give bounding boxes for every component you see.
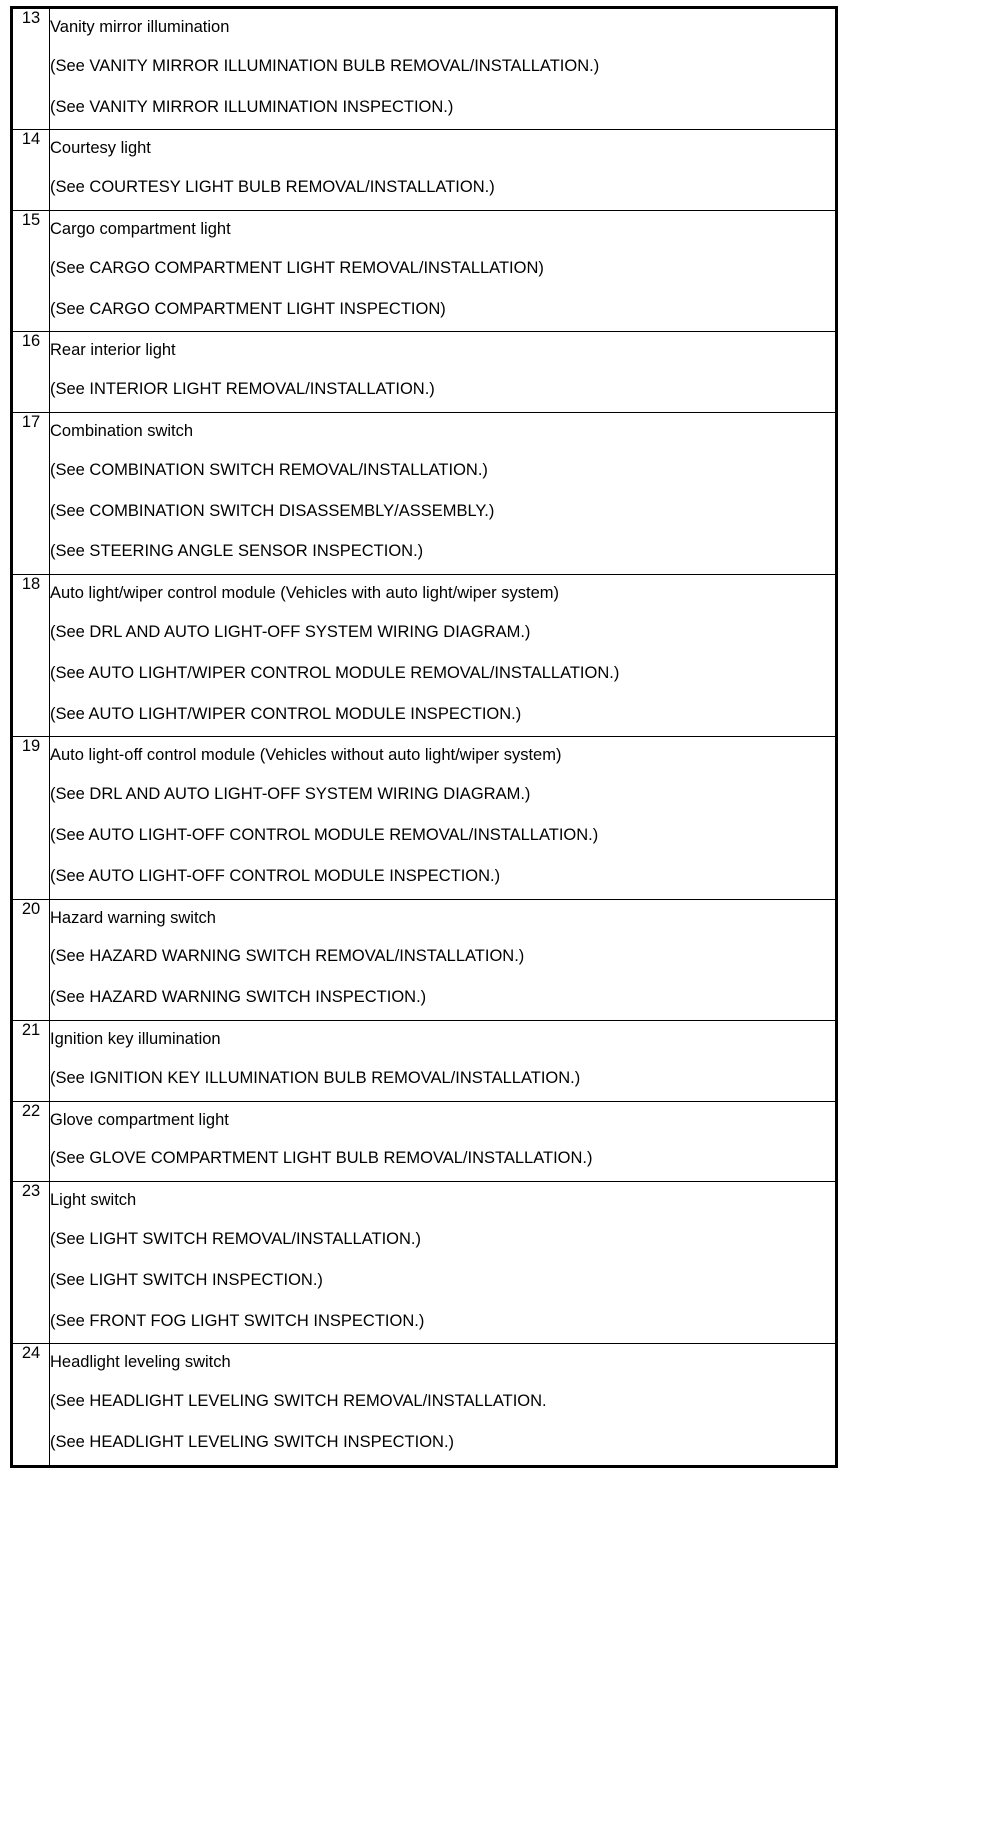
cross-reference-link[interactable]: (See HEADLIGHT LEVELING SWITCH INSPECTION.) xyxy=(50,1432,455,1451)
component-reference-table xyxy=(10,6,838,1468)
row-content xyxy=(50,1182,837,1344)
cross-reference-link[interactable]: (See COMBINATION SWITCH REMOVAL/INSTALLATION.) xyxy=(50,460,488,479)
table-row xyxy=(12,332,837,413)
table-row xyxy=(12,899,837,1020)
table-row xyxy=(12,1344,837,1466)
table-row xyxy=(12,1020,837,1101)
row-content xyxy=(50,737,837,899)
table-row xyxy=(12,8,837,130)
table-row xyxy=(12,1182,837,1344)
cross-reference-link[interactable]: (See COMBINATION SWITCH DISASSEMBLY/ASSEMBLY.) xyxy=(50,501,495,520)
component-name: Glove compartment light xyxy=(50,1110,229,1129)
cross-reference-link[interactable]: (See GLOVE COMPARTMENT LIGHT BULB REMOVAL/INSTALLATION.) xyxy=(50,1149,593,1168)
row-number: 18 xyxy=(12,575,50,737)
row-number: 22 xyxy=(12,1101,50,1182)
row-content xyxy=(50,1101,837,1182)
cross-reference-link[interactable]: (See HAZARD WARNING SWITCH REMOVAL/INSTALLATION.) xyxy=(50,947,525,966)
component-name: Combination switch xyxy=(50,421,194,440)
cross-reference-link[interactable]: (See LIGHT SWITCH INSPECTION.) xyxy=(50,1270,323,1289)
cross-reference-link[interactable]: (See LIGHT SWITCH REMOVAL/INSTALLATION.) xyxy=(50,1229,422,1248)
cross-reference-link[interactable]: (See CARGO COMPARTMENT LIGHT INSPECTION) xyxy=(50,299,446,318)
row-content xyxy=(50,130,837,211)
row-number: 15 xyxy=(12,210,50,331)
cross-reference-link[interactable]: (See AUTO LIGHT/WIPER CONTROL MODULE INSPECTION.) xyxy=(50,704,522,723)
row-content xyxy=(50,412,837,574)
cross-reference-link[interactable]: (See FRONT FOG LIGHT SWITCH INSPECTION.) xyxy=(50,1311,425,1330)
row-number: 23 xyxy=(12,1182,50,1344)
cross-reference-link[interactable]: (See COURTESY LIGHT BULB REMOVAL/INSTALLATION.) xyxy=(50,178,495,197)
cross-reference-link[interactable]: (See CARGO COMPARTMENT LIGHT REMOVAL/INSTALLATION) xyxy=(50,258,544,277)
row-number: 21 xyxy=(12,1020,50,1101)
row-number: 16 xyxy=(12,332,50,413)
row-number: 13 xyxy=(12,8,50,130)
row-content xyxy=(50,8,837,130)
component-name: Light switch xyxy=(50,1191,137,1210)
row-number: 14 xyxy=(12,130,50,211)
component-name: Auto light/wiper control module (Vehicles with auto light/wiper system) xyxy=(50,584,559,603)
row-number: 24 xyxy=(12,1344,50,1466)
row-number: 19 xyxy=(12,737,50,899)
row-content xyxy=(50,210,837,331)
cross-reference-link[interactable]: (See HEADLIGHT LEVELING SWITCH REMOVAL/INSTALLATION. xyxy=(50,1392,547,1411)
component-name: Courtesy light xyxy=(50,139,151,158)
cross-reference-link[interactable]: (See AUTO LIGHT-OFF CONTROL MODULE INSPECTION.) xyxy=(50,866,501,885)
row-content xyxy=(50,1344,837,1466)
table-row xyxy=(12,1101,837,1182)
row-number: 20 xyxy=(12,899,50,1020)
component-name: Headlight leveling switch xyxy=(50,1353,231,1372)
cross-reference-link[interactable]: (See VANITY MIRROR ILLUMINATION BULB REMOVAL/INSTALLATION.) xyxy=(50,56,600,75)
table-row xyxy=(12,130,837,211)
component-name: Vanity mirror illumination xyxy=(50,18,230,36)
cross-reference-link[interactable]: (See VANITY MIRROR ILLUMINATION INSPECTION.) xyxy=(50,97,454,116)
row-content xyxy=(50,575,837,737)
cross-reference-link[interactable]: (See STEERING ANGLE SENSOR INSPECTION.) xyxy=(50,542,424,561)
cross-reference-link[interactable]: (See IGNITION KEY ILLUMINATION BULB REMOVAL/INSTALLATION.) xyxy=(50,1068,581,1087)
component-name: Rear interior light xyxy=(50,341,176,360)
component-name: Cargo compartment light xyxy=(50,219,231,238)
row-content xyxy=(50,332,837,413)
row-content xyxy=(50,899,837,1020)
table-row xyxy=(12,737,837,899)
table-row xyxy=(12,575,837,737)
cross-reference-link[interactable]: (See DRL AND AUTO LIGHT-OFF SYSTEM WIRING DIAGRAM.) xyxy=(50,785,531,804)
table-body xyxy=(12,8,837,1467)
table-row xyxy=(12,412,837,574)
component-name: Ignition key illumination xyxy=(50,1029,221,1048)
cross-reference-link[interactable]: (See AUTO LIGHT-OFF CONTROL MODULE REMOVAL/INSTALLATION.) xyxy=(50,825,599,844)
row-content xyxy=(50,1020,837,1101)
cross-reference-link[interactable]: (See AUTO LIGHT/WIPER CONTROL MODULE REMOVAL/INSTALLATION.) xyxy=(50,663,620,682)
cross-reference-link[interactable]: (See DRL AND AUTO LIGHT-OFF SYSTEM WIRING DIAGRAM.) xyxy=(50,622,531,641)
cross-reference-link[interactable]: (See INTERIOR LIGHT REMOVAL/INSTALLATION.) xyxy=(50,380,435,399)
table-row xyxy=(12,210,837,331)
cross-reference-link[interactable]: (See HAZARD WARNING SWITCH INSPECTION.) xyxy=(50,988,427,1007)
component-name: Hazard warning switch xyxy=(50,908,216,927)
component-name: Auto light-off control module (Vehicles without auto light/wiper system) xyxy=(50,746,562,765)
row-number: 17 xyxy=(12,412,50,574)
